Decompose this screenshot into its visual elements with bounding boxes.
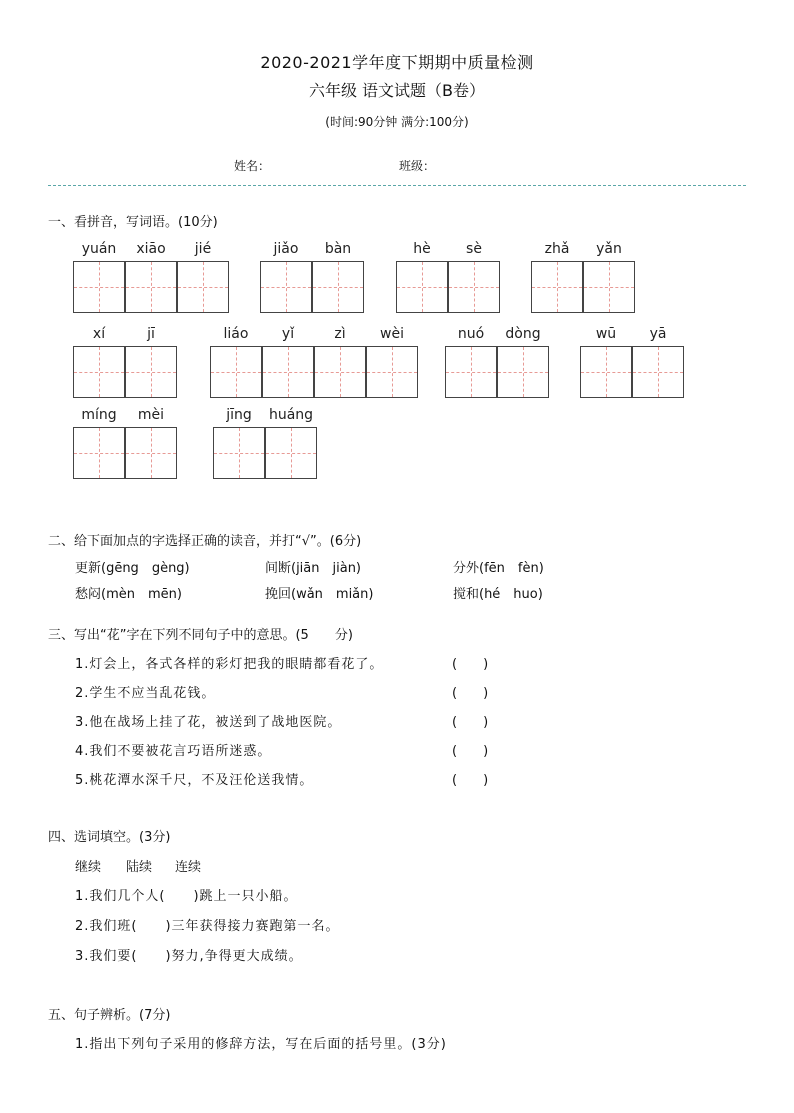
fill-item: 3.我们要( )努力,争得更大成绩。 [75, 949, 303, 964]
writing-box[interactable] [73, 346, 125, 398]
writing-box[interactable] [531, 261, 583, 313]
writing-box[interactable] [632, 346, 684, 398]
answer-paren[interactable]: ( ) [452, 686, 489, 701]
writing-box[interactable] [125, 346, 177, 398]
reading-item: 更新(gēng gèng) [75, 561, 190, 576]
pinyin-label: bàn [324, 241, 352, 257]
section4-heading: 四、选词填空。(3分) [48, 830, 171, 845]
writing-box[interactable] [73, 427, 125, 479]
writing-box[interactable] [210, 346, 262, 398]
pinyin-label: xí [92, 326, 106, 342]
pinyin-label: yǎn [596, 241, 622, 257]
pinyin-label: jié [194, 241, 212, 257]
pinyin-label: nuó [457, 326, 485, 342]
writing-box[interactable] [580, 346, 632, 398]
writing-box[interactable] [445, 346, 497, 398]
pinyin-label: wū [595, 326, 617, 342]
fill-item: 2.我们班( )三年获得接力赛跑第一名。 [75, 919, 340, 934]
sentence-item: 4.我们不要被花言巧语所迷惑。 [75, 744, 272, 759]
pinyin-label: hè [413, 241, 431, 257]
sentence-item: 1.灯会上，各式各样的彩灯把我的眼睛都看花了。 [75, 657, 384, 672]
writing-box[interactable] [312, 261, 364, 313]
page-subtitle: 六年级 语文试题（B卷） [308, 81, 486, 100]
answer-paren[interactable]: ( ) [452, 657, 489, 672]
pinyin-label: míng [81, 407, 117, 423]
pinyin-label: jī [147, 326, 155, 342]
writing-box[interactable] [262, 346, 314, 398]
writing-box[interactable] [497, 346, 549, 398]
writing-box[interactable] [366, 346, 418, 398]
writing-box[interactable] [396, 261, 448, 313]
pinyin-label: zì [334, 326, 346, 342]
section1-heading: 一、看拼音，写词语。(10分) [48, 215, 218, 230]
pinyin-label: mèi [137, 407, 165, 423]
fill-item: 1.我们几个人( )跳上一只小船。 [75, 889, 298, 904]
writing-box[interactable] [583, 261, 635, 313]
writing-box[interactable] [125, 427, 177, 479]
reading-item: 间断(jiān jiàn) [265, 561, 362, 576]
exam-meta: (时间:90分钟 满分:100分) [325, 115, 469, 129]
writing-box[interactable] [260, 261, 312, 313]
pinyin-label: yuán [81, 241, 117, 257]
reading-item: 分外(fēn fèn) [453, 561, 544, 576]
answer-paren[interactable]: ( ) [452, 773, 489, 788]
header-divider [48, 185, 746, 186]
pinyin-label: jīng [226, 407, 252, 423]
section5-heading: 五、句子辨析。(7分) [48, 1008, 171, 1023]
writing-box[interactable] [265, 427, 317, 479]
reading-item: 挽回(wǎn miǎn) [265, 587, 374, 602]
reading-item: 愁闷(mèn mēn) [75, 587, 182, 602]
sentence-item: 3.他在战场上挂了花，被送到了战地医院。 [75, 715, 342, 730]
pinyin-label: dòng [505, 326, 541, 342]
pinyin-label: wèi [380, 326, 404, 342]
pinyin-label: huáng [268, 407, 314, 423]
writing-box[interactable] [448, 261, 500, 313]
name-label: 姓名： [234, 159, 271, 173]
sentence-item: 5.桃花潭水深千尺，不及汪伦送我情。 [75, 773, 314, 788]
pinyin-label: xiāo [136, 241, 166, 257]
answer-paren[interactable]: ( ) [452, 744, 489, 759]
writing-box[interactable] [73, 261, 125, 313]
writing-box[interactable] [125, 261, 177, 313]
word-choice: 连续 [175, 860, 202, 875]
page-title: 2020-2021学年度下期期中质量检测 [260, 53, 534, 72]
pinyin-label: zhǎ [544, 241, 570, 257]
pinyin-label: liáo [223, 326, 249, 342]
pinyin-label: yǐ [281, 326, 295, 342]
pinyin-label: yā [649, 326, 667, 342]
section3-heading: 三、写出“花”字在下列不同句子中的意思。(5 分) [48, 628, 353, 643]
writing-box[interactable] [177, 261, 229, 313]
word-choice: 继续 [75, 860, 102, 875]
writing-box[interactable] [213, 427, 265, 479]
pinyin-label: sè [466, 241, 482, 257]
answer-paren[interactable]: ( ) [452, 715, 489, 730]
reading-item: 搅和(hé huo) [453, 587, 543, 602]
word-choice: 陆续 [126, 860, 153, 875]
class-label: 班级： [399, 159, 436, 173]
writing-box[interactable] [314, 346, 366, 398]
section5-sub1: 1.指出下列句子采用的修辞方法，写在后面的括号里。(3分) [75, 1037, 447, 1052]
pinyin-label: jiǎo [273, 241, 299, 257]
sentence-item: 2.学生不应当乱花钱。 [75, 686, 216, 701]
section2-heading: 二、给下面加点的字选择正确的读音，并打“√”。(6分) [48, 534, 362, 549]
